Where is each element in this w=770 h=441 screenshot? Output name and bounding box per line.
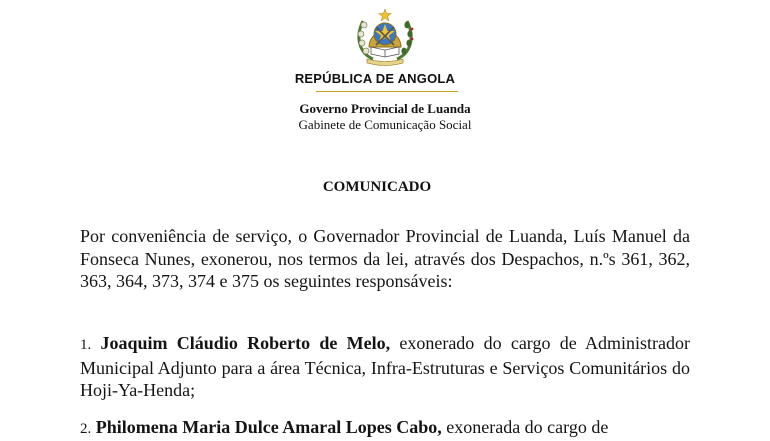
list-item-name: Philomena Maria Dulce Amaral Lopes Cabo,	[95, 417, 442, 437]
document-title: COMUNICADO	[322, 179, 432, 195]
list-item-name: Joaquim Cláudio Roberto de Melo,	[100, 333, 391, 353]
header-divider	[316, 91, 458, 92]
government-name: Governo Provincial de Luanda	[299, 101, 471, 116]
list-item-number: 1.	[80, 337, 92, 353]
list-item-number: 2.	[80, 421, 92, 437]
list-item	[80, 416, 690, 441]
list-item-text: exonerada do cargo de	[446, 417, 609, 437]
office-name: Gabinete de Comunicação Social	[298, 117, 472, 132]
list-item-text: exonerado do cargo de Administrador Municipal Adjunto para a área Técnica, Infra-Estruturas e Serviços Comunitários do Hoji-Ya-Henda;	[80, 333, 690, 400]
intro-paragraph: Por conveniência de serviço, o Governador Provincial de Luanda, Luís Manuel da Fonseca Nunes, exonerou, nos termos da lei, através dos Despachos, n.ºs 361, 362, 363, 364, 373, 374 e 375 os seguintes responsáveis:	[80, 226, 690, 291]
list-item	[80, 332, 690, 402]
country-title: REPÚBLICA DE ANGOLA	[294, 71, 456, 86]
angola-emblem-icon	[343, 7, 427, 67]
